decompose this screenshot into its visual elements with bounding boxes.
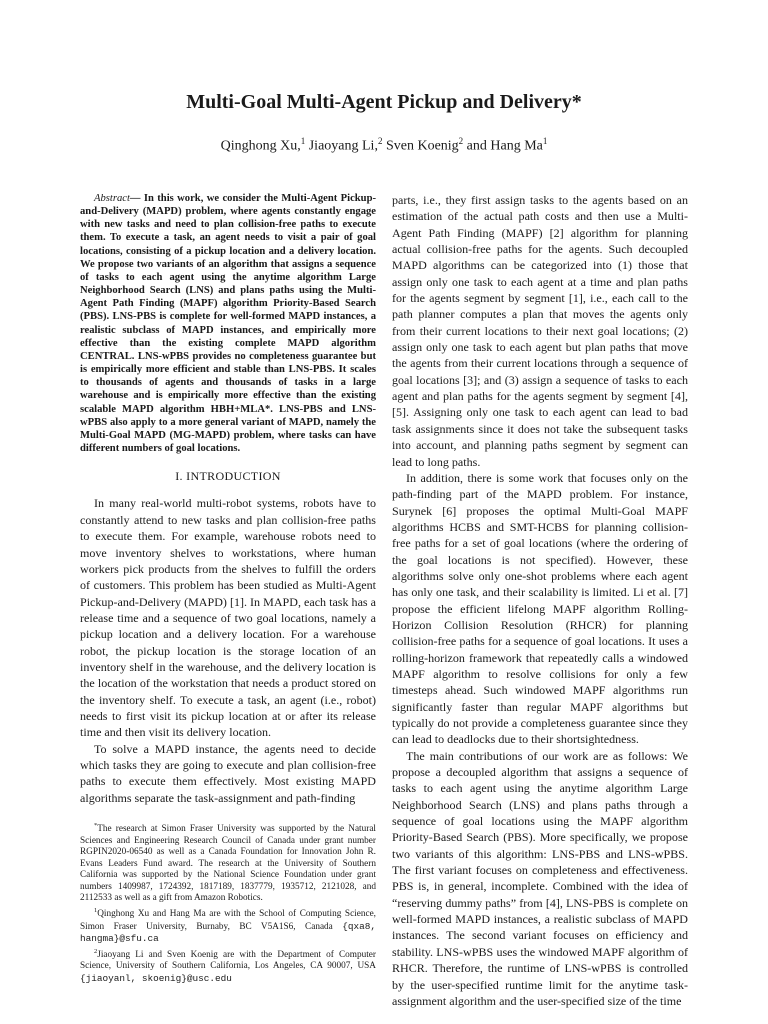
footnote-affiliation-1 [80, 905, 376, 946]
body-paragraph: In addition, there is some work that focuses only on the path-finding part of the MAPD problem. For instance, Surynek [6] proposes the optimal Multi-Goal MAPF algorithms HCBS and SMT-HCBS for planning collision-free paths for a set of goal locations (where the ordering of the goal locations is not specified). However, these algorithms solve only one-shot problems where each agent has only one task, and their scalability is limited. Li et al. [7] propose the efficient lifelong MAPF algorithm Rolling-Horizon Collision Resolution (RHCR) for planning collision-free paths for a sequence of goal locations. It uses a rolling-horizon framework that repeatedly calls a windowed MAPF algorithm to resolve collisions for only a few timesteps ahead. Such windowed MAPF algorithms run significantly faster than regular MAPF algorithms but typically do not provide a completeness guarantee since they can lead to deadlocks due to their shortsightedness. [392, 470, 688, 747]
footnote-mark: 2 [94, 947, 98, 955]
author-affiliation-mark: 1 [542, 136, 548, 146]
footnote-text: Qinghong Xu and Hang Ma are with the School of Computing Science, Simon Fraser University, Burnaby, BC V5A1S6, Canada [80, 908, 376, 932]
footnote-text: Jiaoyang Li and Sven Koenig are with the Department of Computer Science, University of Southern California, Los Angeles, CA 90007, USA [80, 949, 376, 972]
right-column [392, 192, 688, 1009]
author-affiliation-mark: 2 [377, 136, 383, 146]
abstract [80, 192, 376, 455]
footnote-mark: 1 [94, 906, 98, 914]
body-paragraph: parts, i.e., they first assign tasks to the agents based on an estimation of the actual path costs and then use a Multi-Agent Path Finding (MAPF) [2] algorithm for planning actual collision-free paths for the agents. Such decoupled MAPD algorithms can be categorized into (1) those that assign only one task to each agent at a time and plan paths for the agents segment by segment [1], i.e., each call to the path planner computes a plan that moves the agents only from their current locations to their next goal locations; (2) assign only one task to each agent but plan paths that move the agents from their current locations through a sequence of goal locations [3]; and (3) assign a sequence of tasks to each agent and plan paths for the agents segment by segment [4], [5]. Assigning only one task to each agent can lead to bad task assignments since it does not take the subsequent tasks into account, and planning paths segment by segment can lead to long paths. [392, 193, 688, 469]
abstract-label: Abstract [94, 193, 130, 204]
author-name: Sven Koenig [385, 138, 459, 154]
paper-title: Multi-Goal Multi-Agent Pickup and Delivery* [186, 91, 582, 113]
abstract-dash: — [129, 193, 144, 204]
author-name: and Hang Ma [466, 138, 543, 154]
body-paragraph: In many real-world multi-robot systems, robots have to constantly attend to new tasks and plan collision-free paths to execute them. For example, warehouse robots need to move inventory shelves to workstations, where human workers pick products from the shelves to fulfill the orders of customers. This problem has been studied as Multi-Agent Pickup-and-Delivery (MAPD) [1]. In MAPD, each task has a release time and a sequence of two goal locations, namely a pickup location and a delivery location. For a warehouse robot, the pickup location is the storage location of an inventory shelf in the warehouse, and the delivery location is the location of the workstation that needs a product stored on the inventory shelf. To execute a task, an agent (i.e., robot) needs to first visit its pickup location at or after its release time and then visit its delivery location. [80, 496, 376, 740]
body-paragraph: To solve a MAPD instance, the agents need to decide which tasks they are going to execute and plan collision-free paths to execute them effectively. Most existing MAPD algorithms separate the task-assignment and path-finding [80, 741, 376, 805]
footnote-text: The research at Simon Fraser University was supported by the Natural Sciences and Engineering Research Council of Canada under grant number RGPIN2020-06540 as well as a Canada Foundation for Innovation John R. Evans Leaders Fund award. The research at the University of Southern California was supported by the National Science Foundation under grant numbers 1409987, 1724392, 1817189, 1837779, 1935712, 2121028, and 2112533 as well as a gift from Amazon Robotics. [80, 824, 376, 904]
left-column [80, 192, 376, 985]
author-list [0, 136, 768, 155]
author-name: Jiaoyang Li, [308, 138, 378, 154]
footnote-email-link[interactable]: {jiaoyanl, skoenig}@usc.edu [80, 972, 232, 984]
footnote-funding [80, 820, 376, 905]
footnote-affiliation-2 [80, 946, 376, 986]
abstract-text: In this work, we consider the Multi-Agent Pickup-and-Delivery (MAPD) problem, where agents constantly engage with new tasks and need to plan collision-free paths to execute them. To execute a task, an agent needs to visit a pair of goal locations, consisting of a pickup location and a delivery location. We propose two variants of an algorithm that assigns a sequence of tasks to each agent using the anytime algorithm Large Neighborhood Search (LNS) and plans paths using the Multi-Agent Path Finding (MAPF) algorithm Priority-Based Search (PBS). LNS-PBS is complete for well-formed MAPD instances, a realistic subclass of MAPD instances, and empirically more effective than the existing complete MAPD algorithm CENTRAL. LNS-wPBS provides no completeness guarantee but is empirically more efficient and stable than LNS-PBS. It scales to thousands of agents and thousands of tasks in a large warehouse and is empirically more effective than the existing scalable MAPD algorithm HBH+MLA*. LNS-PBS and LNS-wPBS also apply to a more general variant of MAPD, namely the Multi-Goal MAPD (MG-MAPD) problem, where tasks can have different numbers of goal locations. [80, 193, 376, 454]
section-heading: I. INTRODUCTION [175, 469, 281, 484]
footnote-email-link[interactable]: {qxa8, hangma}@sfu.ca [80, 920, 376, 945]
author-affiliation-mark: 2 [458, 136, 464, 146]
author-affiliation-mark: 1 [300, 136, 306, 146]
footnote-mark: * [94, 822, 98, 829]
author-name: Qinghong Xu, [220, 138, 301, 154]
body-paragraph: The main contributions of our work are as follows: We propose a decoupled algorithm that assigns a sequence of tasks to each agent using the anytime algorithm Large Neighborhood Search (LNS) and plans paths through a sequence of goal locations using the MAPF algorithm Priority-Based Search (PBS). More specifically, we propose two variants of this algorithm: LNS-PBS and LNS-wPBS. The first variant focuses on completeness and effectiveness. PBS is, in general, incomplete. Combined with the idea of “reserving dummy paths” from [4], LNS-PBS is complete on well-formed MAPD instances, a realistic subclass of MAPD instances. The second variant focuses on efficiency and stability. LNS-wPBS uses the windowed MAPF algorithm of RHCR. Therefore, the runtime of LNS-wPBS is controlled by the user-specified runtime limit for the anytime task-assignment algorithm and the user-specified size of the time [392, 748, 688, 1008]
